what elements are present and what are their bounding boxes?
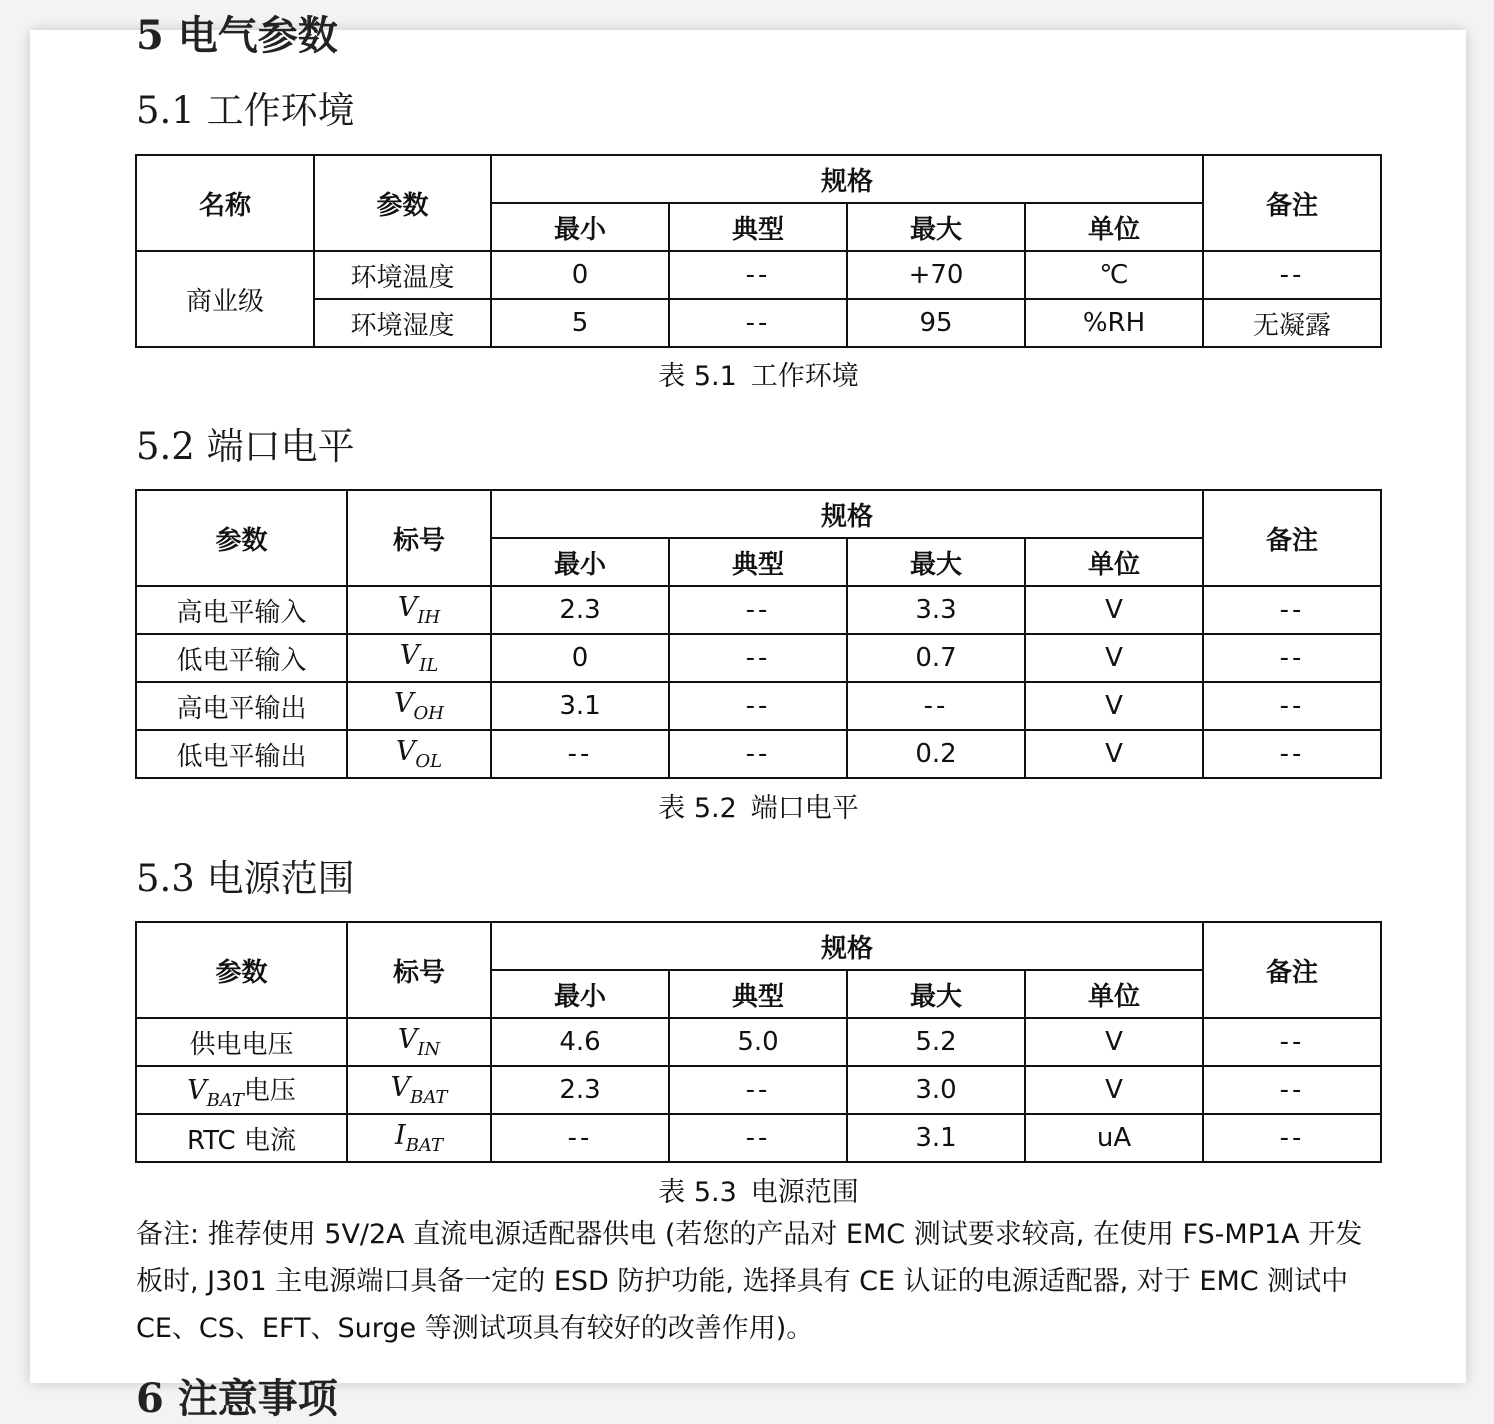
- cell-symbol: $V_{IL}$: [347, 634, 491, 682]
- cell-remark: --: [1203, 682, 1381, 730]
- header-symbol: 标号: [347, 490, 491, 586]
- cell-param: $V_{BAT}$电压: [136, 1066, 347, 1114]
- cell-param: 低电平输出: [136, 730, 347, 778]
- header-spec: 规格: [491, 922, 1203, 970]
- clipped-chapter-heading: 5 电气参数: [136, 12, 338, 59]
- header-name: 名称: [136, 155, 314, 251]
- cell-min: 0: [491, 634, 669, 682]
- cell-typ: --: [669, 251, 847, 299]
- header-param: 参数: [136, 922, 347, 1018]
- cell-max: 5.2: [847, 1018, 1025, 1066]
- cell-remark: --: [1203, 586, 1381, 634]
- cell-max: --: [847, 682, 1025, 730]
- cell-remark: --: [1203, 1114, 1381, 1162]
- cell-symbol: $V_{BAT}$: [347, 1066, 491, 1114]
- cell-unit: uA: [1025, 1114, 1203, 1162]
- cell-max: 3.0: [847, 1066, 1025, 1114]
- section-heading-5-1: 5.1 工作环境: [136, 89, 355, 132]
- cell-symbol: $V_{IN}$: [347, 1018, 491, 1066]
- header-unit: 单位: [1025, 203, 1203, 251]
- caption-title: 工作环境: [750, 361, 859, 392]
- table-power-range: [135, 921, 1382, 1163]
- header-spec: 规格: [491, 155, 1203, 203]
- header-min: 最小: [491, 203, 669, 251]
- header-unit: 单位: [1025, 970, 1203, 1018]
- cell-unit: V: [1025, 586, 1203, 634]
- cell-typ: 5.0: [669, 1018, 847, 1066]
- header-max: 最大: [847, 538, 1025, 586]
- cell-typ: --: [669, 1066, 847, 1114]
- section-heading-5-2: 5.2 端口电平: [136, 425, 355, 468]
- header-param: 参数: [314, 155, 491, 251]
- cell-min: --: [491, 730, 669, 778]
- cell-param: 供电电压: [136, 1018, 347, 1066]
- cell-max: 3.1: [847, 1114, 1025, 1162]
- cell-param: 高电平输出: [136, 682, 347, 730]
- cell-unit: V: [1025, 1066, 1203, 1114]
- cell-max: +70: [847, 251, 1025, 299]
- cell-unit: V: [1025, 730, 1203, 778]
- table-row: [136, 586, 1381, 634]
- table-caption-5-1: [135, 354, 1382, 393]
- table-work-environment: [135, 154, 1382, 348]
- caption-title: 端口电平: [750, 793, 859, 824]
- cell-min: 0: [491, 251, 669, 299]
- header-remark: 备注: [1203, 922, 1381, 1018]
- cell-unit: V: [1025, 1018, 1203, 1066]
- cell-unit: V: [1025, 634, 1203, 682]
- header-remark: 备注: [1203, 490, 1381, 586]
- header-remark: 备注: [1203, 155, 1381, 251]
- cell-typ: --: [669, 1114, 847, 1162]
- document-page: [30, 12, 1466, 1422]
- header-typ: 典型: [669, 970, 847, 1018]
- cell-param: 环境湿度: [314, 299, 491, 347]
- table-row: [136, 299, 1381, 347]
- cell-unit: %RH: [1025, 299, 1203, 347]
- cell-typ: --: [669, 299, 847, 347]
- section-heading-5-3: 5.3 电源范围: [136, 857, 355, 900]
- cell-min: 2.3: [491, 1066, 669, 1114]
- header-typ: 典型: [669, 538, 847, 586]
- table-row: [136, 1066, 1381, 1114]
- table-row: [136, 634, 1381, 682]
- table-caption-5-2: [135, 786, 1382, 825]
- header-unit: 单位: [1025, 538, 1203, 586]
- cell-symbol: $V_{OL}$: [347, 730, 491, 778]
- table-row: [136, 1018, 1381, 1066]
- cell-min: --: [491, 1114, 669, 1162]
- cell-remark: --: [1203, 1018, 1381, 1066]
- cell-typ: --: [669, 730, 847, 778]
- cell-group: 商业级: [136, 251, 314, 347]
- caption-label: 表 5.3: [658, 1177, 737, 1208]
- cell-param: RTC 电流: [136, 1114, 347, 1162]
- table-caption-5-3: [135, 1170, 1382, 1209]
- header-max: 最大: [847, 203, 1025, 251]
- cell-typ: --: [669, 634, 847, 682]
- cell-min: 4.6: [491, 1018, 669, 1066]
- cell-param: 高电平输入: [136, 586, 347, 634]
- cell-remark: --: [1203, 1066, 1381, 1114]
- header-min: 最小: [491, 970, 669, 1018]
- cell-symbol: $V_{IH}$: [347, 586, 491, 634]
- cell-min: 5: [491, 299, 669, 347]
- cell-typ: --: [669, 586, 847, 634]
- caption-label: 表 5.1: [658, 361, 737, 392]
- cell-min: 2.3: [491, 586, 669, 634]
- cell-remark: --: [1203, 251, 1381, 299]
- table-row: [136, 251, 1381, 299]
- cell-remark: --: [1203, 730, 1381, 778]
- header-typ: 典型: [669, 203, 847, 251]
- cell-unit: V: [1025, 682, 1203, 730]
- cell-typ: --: [669, 682, 847, 730]
- cell-max: 0.7: [847, 634, 1025, 682]
- caption-title: 电源范围: [750, 1177, 859, 1208]
- cell-param: 环境温度: [314, 251, 491, 299]
- table-port-levels: [135, 489, 1382, 779]
- caption-label: 表 5.2: [658, 793, 737, 824]
- cell-unit: ℃: [1025, 251, 1203, 299]
- cell-max: 0.2: [847, 730, 1025, 778]
- header-max: 最大: [847, 970, 1025, 1018]
- header-symbol: 标号: [347, 922, 491, 1018]
- cell-symbol: $I_{BAT}$: [347, 1114, 491, 1162]
- cell-min: 3.1: [491, 682, 669, 730]
- table-row: [136, 682, 1381, 730]
- header-min: 最小: [491, 538, 669, 586]
- table-row: [136, 730, 1381, 778]
- header-param: 参数: [136, 490, 347, 586]
- cell-param: 低电平输入: [136, 634, 347, 682]
- clipped-next-chapter-heading: 6 注意事项: [136, 1375, 338, 1422]
- cell-symbol: $V_{OH}$: [347, 682, 491, 730]
- header-spec: 规格: [491, 490, 1203, 538]
- cell-max: 95: [847, 299, 1025, 347]
- cell-remark: --: [1203, 634, 1381, 682]
- table-row: [136, 1114, 1381, 1162]
- cell-remark: 无凝露: [1203, 299, 1381, 347]
- cell-max: 3.3: [847, 586, 1025, 634]
- power-note-paragraph: 备注: 推荐使用 5V/2A 直流电源适配器供电 (若您的产品对 EMC 测试要求较高, 在使用 FS-MP1A 开发板时, J301 主电源端口具备一定的 ESD 防护功能, 选择具有 CE 认证的电源适配器, 对于 EMC 测试中 CE、CS、EFT、Surge 等测试项具有较好的改善作用)。: [136, 1219, 1363, 1344]
